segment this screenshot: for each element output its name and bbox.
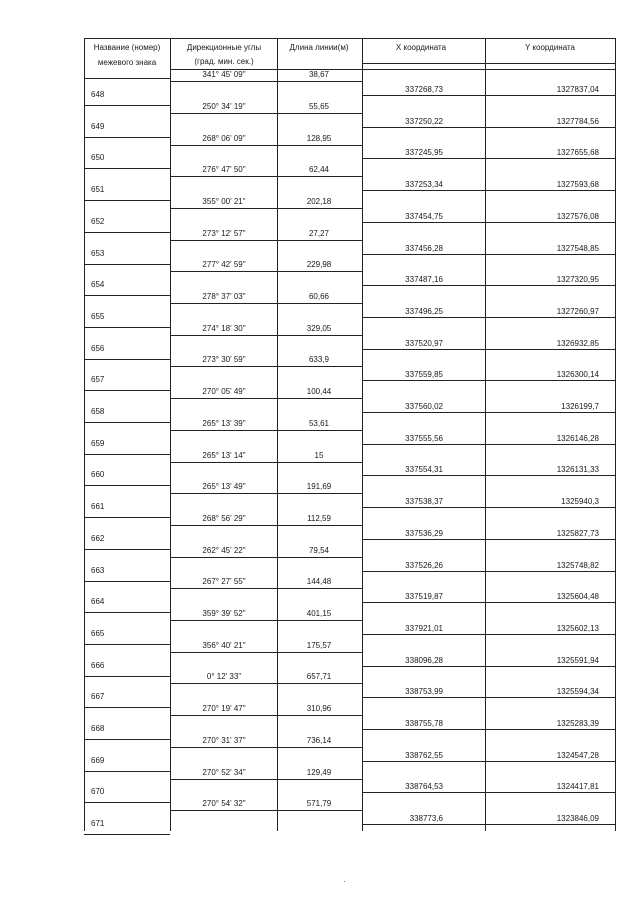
segment-row-line [170, 145, 363, 146]
point-name: 659 [91, 439, 105, 448]
direction-angle: 274° 18' 30" [202, 324, 246, 333]
segment-row-line [170, 810, 363, 811]
x-coordinate: 338755,78 [405, 719, 443, 728]
x-coordinate: 338753,99 [405, 687, 443, 696]
point-name: 650 [91, 153, 105, 162]
x-coordinate: 338773,6 [409, 814, 443, 823]
point-name: 670 [91, 787, 105, 796]
direction-angle: 355° 00' 21" [202, 197, 246, 206]
line-length: 79,54 [308, 546, 330, 555]
x-coordinate: 337559,85 [405, 370, 443, 379]
y-coordinate: 1325604,48 [556, 592, 599, 601]
direction-angle: 270° 31' 37" [202, 736, 246, 745]
x-coordinate: 338762,55 [405, 751, 443, 760]
segment-row-line [170, 557, 363, 558]
line-length: 100,44 [306, 387, 332, 396]
y-coordinate: 1327548,85 [556, 244, 599, 253]
y-coordinate: 1326300,14 [556, 370, 599, 379]
point-row-line [84, 137, 170, 138]
table-left-border [84, 38, 85, 831]
point-row-line [84, 517, 170, 518]
direction-angle: 262° 45' 22" [202, 546, 246, 555]
header-x-coordinate: X координата [395, 43, 447, 52]
coordinate-row-line [362, 95, 615, 96]
line-length: 128,95 [306, 134, 332, 143]
y-coordinate: 1325283,39 [556, 719, 599, 728]
segment-row-line [170, 208, 363, 209]
segment-row-line [170, 303, 363, 304]
point-row-line [84, 422, 170, 423]
direction-angle: 267° 27' 55" [202, 577, 246, 586]
coordinate-row-line [362, 729, 615, 730]
line-length: 129,49 [306, 768, 332, 777]
direction-angle: 278° 37' 03" [202, 292, 246, 301]
point-row-line [84, 200, 170, 201]
point-row-line [84, 359, 170, 360]
point-name: 660 [91, 470, 105, 479]
y-coordinate: 1326131,33 [556, 465, 599, 474]
coordinate-row-line [362, 349, 615, 350]
segment-row-line [170, 176, 363, 177]
coordinate-row-line [362, 792, 615, 793]
coordinate-row-line [362, 380, 615, 381]
coordinate-row-line [362, 507, 615, 508]
direction-angle: 0° 12' 33" [206, 672, 242, 681]
point-name: 657 [91, 375, 105, 384]
x-coordinate: 337519,87 [405, 592, 443, 601]
segment-row-line [170, 271, 363, 272]
x-coordinate: 337250,22 [405, 117, 443, 126]
coordinate-row-line [362, 539, 615, 540]
line-length: 329,05 [306, 324, 332, 333]
line-length: 55,65 [308, 102, 330, 111]
y-coordinate: 1325594,34 [556, 687, 599, 696]
point-name: 664 [91, 597, 105, 606]
y-coordinate: 1324417,81 [556, 782, 599, 791]
point-name: 653 [91, 249, 105, 258]
point-row-line [84, 612, 170, 613]
direction-angle: 265° 13' 49" [202, 482, 246, 491]
x-coordinate: 337245,95 [405, 148, 443, 157]
y-coordinate: 1327837,04 [556, 85, 599, 94]
point-name: 652 [91, 217, 105, 226]
coordinate-row-line [362, 222, 615, 223]
point-row-line [84, 739, 170, 740]
segment-row-line [170, 652, 363, 653]
x-coordinate: 337921,01 [405, 624, 443, 633]
x-coordinate: 338096,28 [405, 656, 443, 665]
direction-angle: 270° 52' 34" [202, 768, 246, 777]
col-divider-4 [485, 38, 486, 831]
line-length: 27,27 [308, 229, 330, 238]
x-coordinate: 337520,97 [405, 339, 443, 348]
coordinate-row-line [362, 444, 615, 445]
col-divider-3 [362, 38, 363, 831]
coordinate-row-line [362, 317, 615, 318]
direction-angle: 273° 30' 59" [202, 355, 246, 364]
coordinate-row-line [362, 412, 615, 413]
x-coordinate: 337268,73 [405, 85, 443, 94]
coordinate-top-line [362, 63, 615, 64]
segment-row-line [170, 715, 363, 716]
header-point-name-line1: Название (номер) [93, 43, 161, 52]
line-length: 60,66 [308, 292, 330, 301]
segment-row-line [170, 113, 363, 114]
point-row-line [84, 771, 170, 772]
direction-angle: 356° 40' 21" [202, 641, 246, 650]
coordinate-row-line [362, 666, 615, 667]
x-coordinate: 337555,56 [405, 434, 443, 443]
y-coordinate: 1326199,7 [561, 402, 599, 411]
y-coordinate: 1324547,28 [556, 751, 599, 760]
point-name: 656 [91, 344, 105, 353]
point-name: 661 [91, 502, 105, 511]
coordinate-row-line [362, 761, 615, 762]
x-coordinate: 337454,75 [405, 212, 443, 221]
point-name: 655 [91, 312, 105, 321]
y-coordinate: 1326146,28 [556, 434, 599, 443]
coordinate-row-line [362, 190, 615, 191]
segment-row-line [170, 747, 363, 748]
segment-row-line [170, 683, 363, 684]
direction-angle: 265° 13' 14" [202, 451, 246, 460]
point-row-line [84, 454, 170, 455]
point-name: 654 [91, 280, 105, 289]
coordinate-row-line [362, 571, 615, 572]
direction-angle: 268° 06' 09" [202, 134, 246, 143]
y-coordinate: 1327320,95 [556, 275, 599, 284]
point-row-line [84, 168, 170, 169]
coordinate-row-line [362, 602, 615, 603]
x-coordinate: 337487,16 [405, 275, 443, 284]
segment-row-line [170, 430, 363, 431]
point-name: 649 [91, 122, 105, 131]
line-length: 112,59 [307, 514, 331, 523]
x-coordinate: 337496,25 [405, 307, 443, 316]
page-speck [344, 881, 345, 882]
line-length: 191,69 [306, 482, 332, 491]
direction-angle: 341° 45' 09" [202, 70, 246, 79]
point-row-line [84, 232, 170, 233]
line-length: 62,44 [308, 165, 330, 174]
point-row-line [84, 581, 170, 582]
x-coordinate: 337560,02 [405, 402, 443, 411]
direction-angle: 270° 19' 47" [202, 704, 246, 713]
segment-row-line [170, 398, 363, 399]
header-angle-line1: Дирекционные углы [186, 43, 262, 52]
point-row-line [84, 295, 170, 296]
table-top-border [84, 38, 615, 39]
header-angle-line2: (град. мин. сек.) [194, 57, 254, 66]
segment-row-line [170, 335, 363, 336]
col-divider-1 [170, 38, 171, 831]
x-coordinate: 338764,53 [405, 782, 443, 791]
y-coordinate: 1327260,97 [556, 307, 599, 316]
point-name: 669 [91, 756, 105, 765]
point-name: 666 [91, 661, 105, 670]
point-row-line [84, 264, 170, 265]
point-row-line [84, 549, 170, 550]
direction-angle: 270° 54' 32" [202, 799, 246, 808]
coordinate-row-line [362, 158, 615, 159]
coordinate-row-line [362, 285, 615, 286]
segment-row-line [170, 620, 363, 621]
line-length: 571,79 [306, 799, 332, 808]
line-length: 202,18 [306, 197, 332, 206]
x-coordinate: 337456,28 [405, 244, 443, 253]
header-point-name-line2: межевого знака [97, 58, 157, 67]
point-name: 665 [91, 629, 105, 638]
point-row-line [84, 676, 170, 677]
header-length: Длина линии(м) [289, 43, 349, 52]
y-coordinate: 1325827,73 [556, 529, 599, 538]
col-divider-2 [277, 38, 278, 831]
point-name: 668 [91, 724, 105, 733]
line-length: 401,15 [306, 609, 332, 618]
y-coordinate: 1326932,85 [556, 339, 599, 348]
coordinate-row-line [362, 475, 615, 476]
point-row-line [84, 390, 170, 391]
point-row-line [84, 707, 170, 708]
point-row-line [84, 485, 170, 486]
segment-row-line [170, 493, 363, 494]
line-length: 633,9 [308, 355, 330, 364]
y-coordinate: 1327593,68 [556, 180, 599, 189]
coordinate-row-line [362, 697, 615, 698]
y-coordinate: 1323846,09 [556, 814, 599, 823]
x-coordinate: 337253,34 [405, 180, 443, 189]
point-row-line [84, 644, 170, 645]
line-length: 736,14 [306, 736, 332, 745]
y-coordinate: 1325591,94 [556, 656, 599, 665]
direction-angle: 276° 47' 50" [202, 165, 246, 174]
point-row-line [84, 327, 170, 328]
y-coordinate: 1325940,3 [561, 497, 599, 506]
point-name: 651 [91, 185, 105, 194]
point-name: 658 [91, 407, 105, 416]
segment-row-line [170, 525, 363, 526]
coordinate-row-line [362, 634, 615, 635]
x-coordinate: 337526,26 [405, 561, 443, 570]
line-length: 15 [314, 451, 324, 460]
direction-angle: 250° 34' 19" [202, 102, 246, 111]
y-coordinate: 1327784,56 [556, 117, 599, 126]
direction-angle: 270° 05' 49" [202, 387, 246, 396]
x-coordinate: 337538,37 [405, 497, 443, 506]
segment-row-line [170, 779, 363, 780]
point-row-line [84, 105, 170, 106]
direction-angle: 265° 13' 39" [202, 419, 246, 428]
point-name: 667 [91, 692, 105, 701]
table-right-border [615, 38, 616, 831]
header-name-bottom-line [84, 78, 170, 79]
point-name: 671 [91, 819, 105, 828]
direction-angle: 359° 39' 52" [202, 609, 246, 618]
header-y-coordinate: Y координата [524, 43, 576, 52]
point-name: 662 [91, 534, 105, 543]
coordinate-row-line [362, 254, 615, 255]
line-length: 229,98 [306, 260, 332, 269]
line-length: 310,96 [306, 704, 332, 713]
segment-row-line [170, 366, 363, 367]
line-length: 38,67 [308, 70, 330, 79]
line-length: 53,61 [308, 419, 330, 428]
y-coordinate: 1327576,08 [556, 212, 599, 221]
direction-angle: 273° 12' 57" [202, 229, 246, 238]
direction-angle: 268° 56' 29" [202, 514, 246, 523]
y-coordinate: 1325748,82 [556, 561, 599, 570]
segment-row-line [170, 240, 363, 241]
point-name: 663 [91, 566, 105, 575]
coordinate-row-line [362, 127, 615, 128]
coordinate-row-line [362, 824, 615, 825]
x-coordinate: 337554,31 [405, 465, 443, 474]
point-row-line [84, 834, 170, 835]
x-coordinate: 337536,29 [405, 529, 443, 538]
point-name: 648 [91, 90, 105, 99]
line-length: 144,48 [306, 577, 332, 586]
line-length: 175,57 [306, 641, 332, 650]
segment-row-line [170, 462, 363, 463]
y-coordinate: 1325602,13 [556, 624, 599, 633]
point-row-line [84, 802, 170, 803]
direction-angle: 277° 42' 59" [202, 260, 246, 269]
line-length: 657,71 [306, 672, 332, 681]
segment-row-line [170, 588, 363, 589]
segment-row-line [170, 81, 363, 82]
y-coordinate: 1327655,68 [556, 148, 599, 157]
